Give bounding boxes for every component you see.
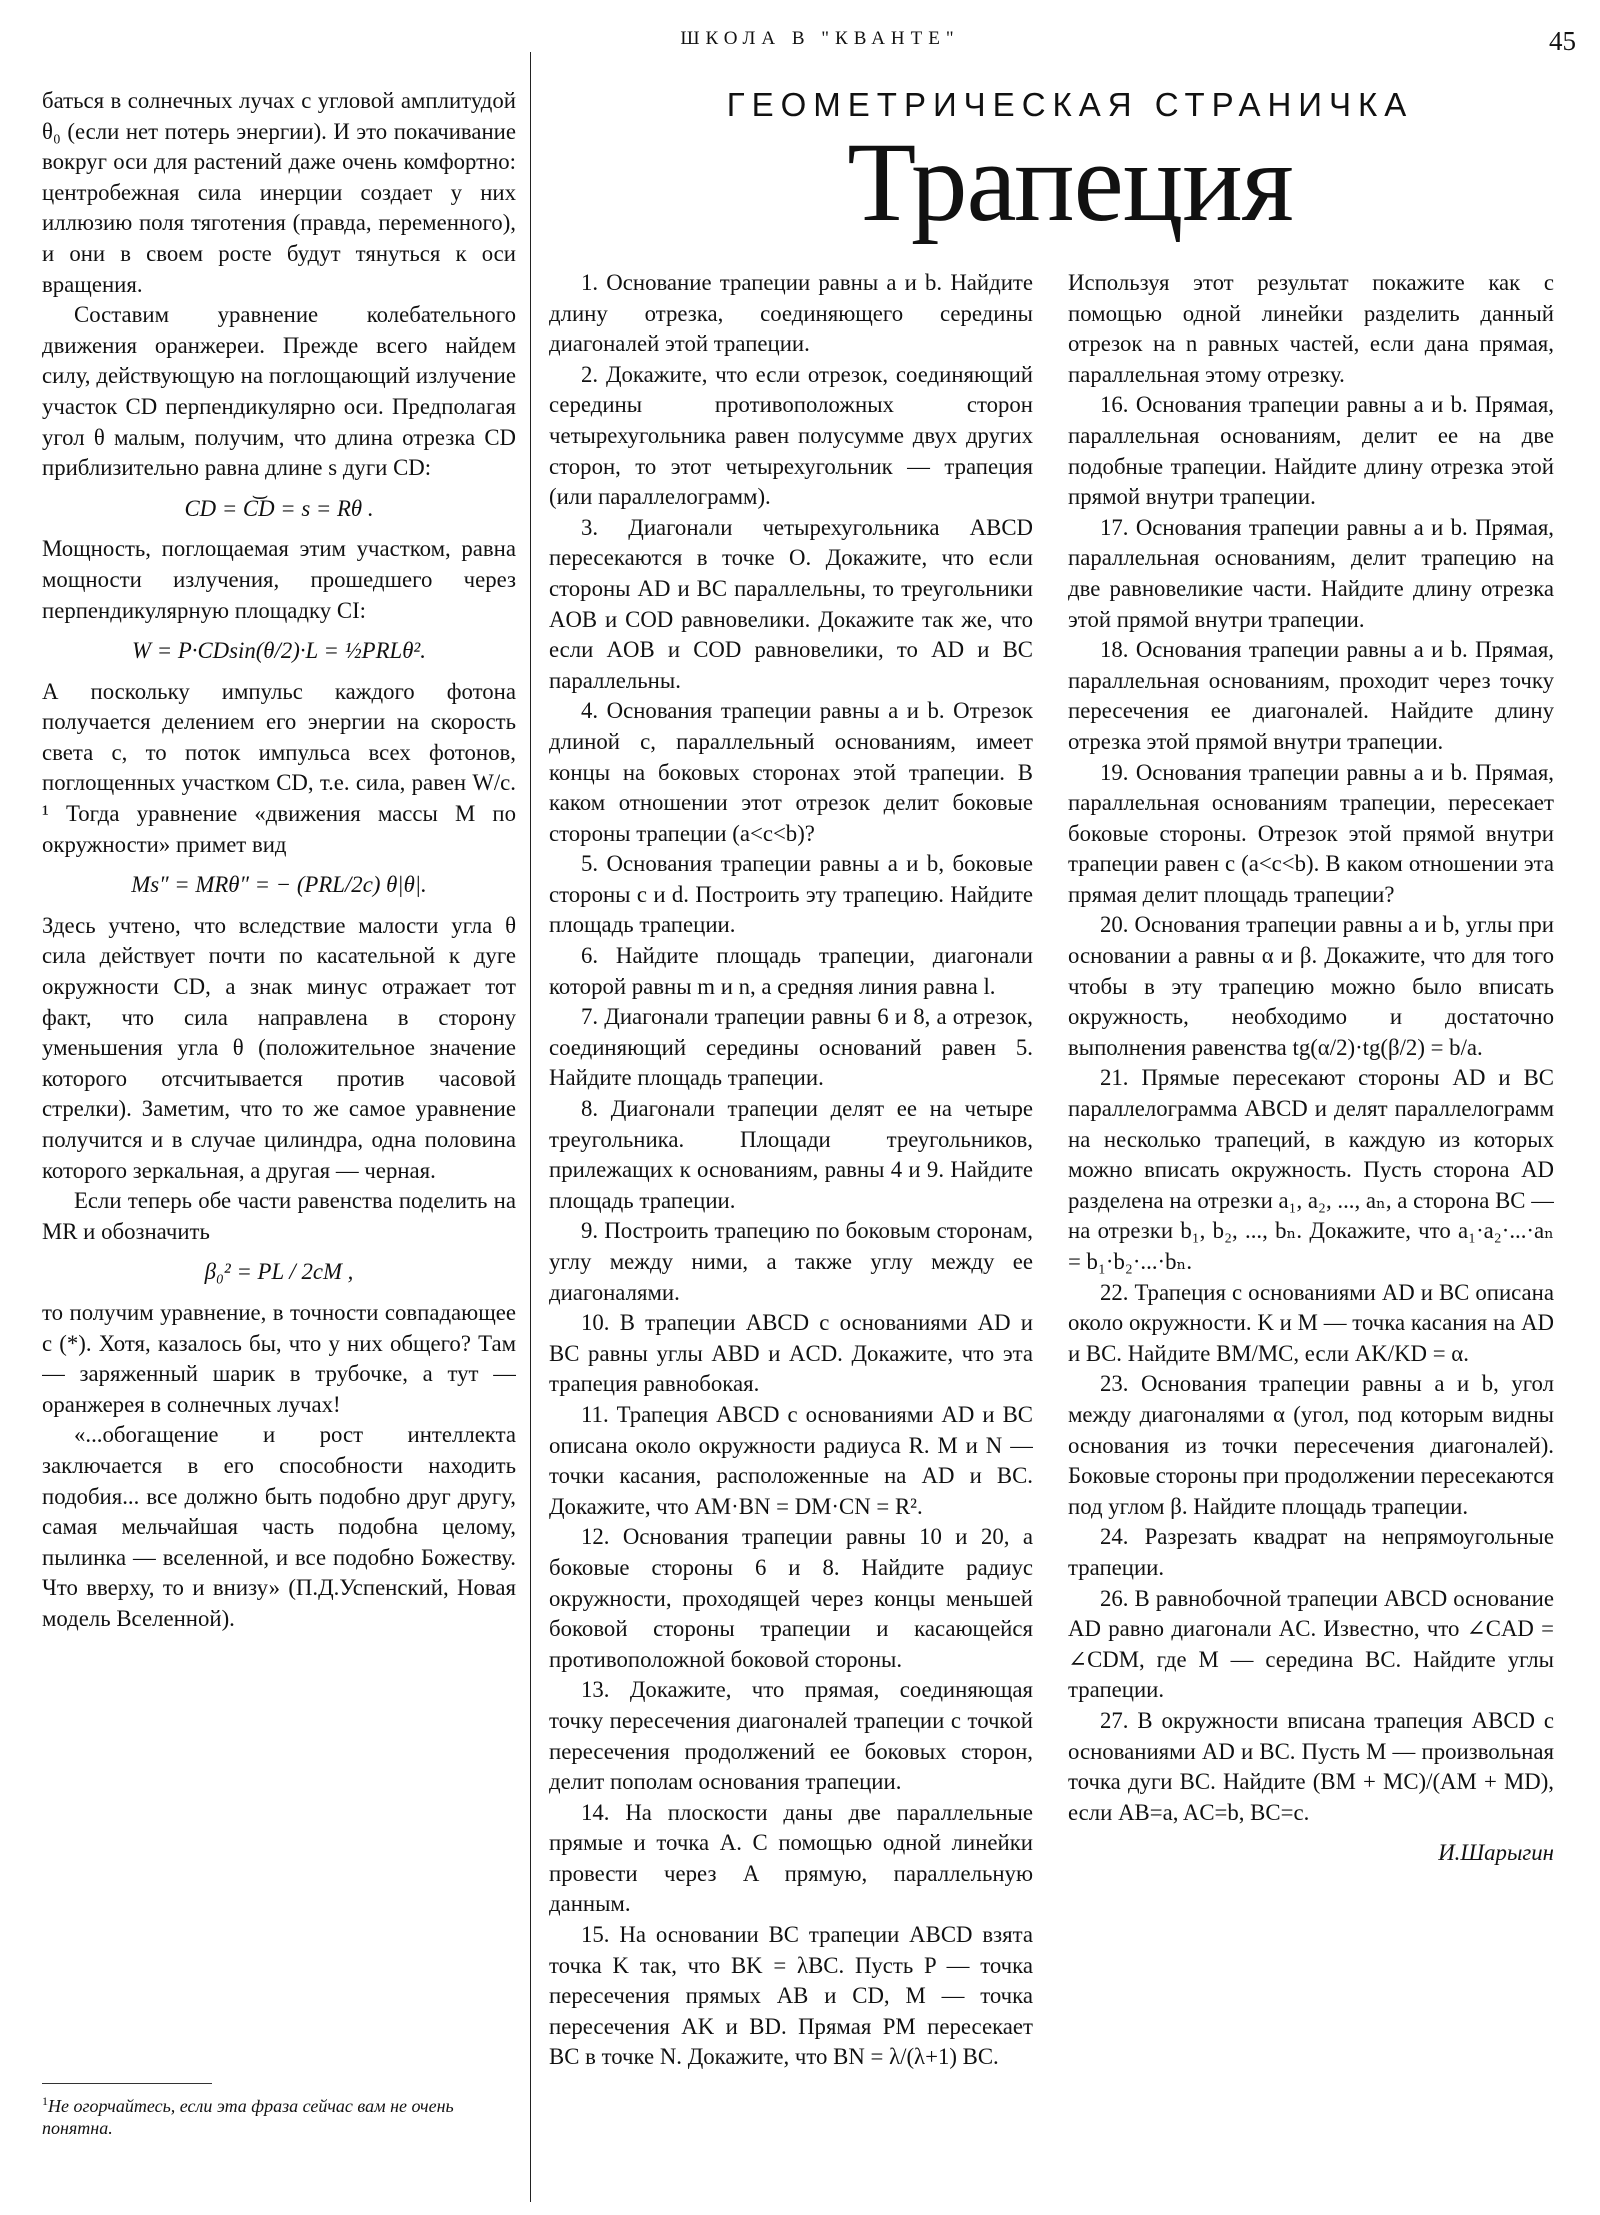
problem: 5. Основания трапеции равны a и b, боковые стороны c и d. Построить эту трапецию. Найдите площадь трапеции.	[549, 851, 1033, 938]
problem-continuation: Используя этот результат покажите как с помощью одной линейки разделить данный отрезок на n равных частей, если дана прямая, параллельная этому отрезку.	[1068, 270, 1554, 387]
problem: 9. Построить трапецию по боковым сторонам, углу между ними, а также углу между ее диагоналями.	[549, 1218, 1033, 1305]
quote-paragraph: «...обогащение и рост интеллекта заключается в его способности находить подобия... все должно быть подобно друг другу, самая мельчайшая часть подобна целому, пылинка — вселенной, и все подобно Божеству. Что вверху, то и внизу» (П.Д.Успенский, Новая модель Вселенной).	[42, 1422, 516, 1631]
paragraph: А поскольку импульс каждого фотона получается делением его энергии на скорость света c, то поток импульса всех фотонов, поглощенных участком CD, т.е. сила, равен W/c. ¹ Тогда уравнение «движения массы M по окружности» примет вид	[42, 678, 516, 857]
problem: 26. В равнобочной трапеции ABCD основание AD равно диагонали AC. Известно, что ∠CAD = ∠CDM, где M — середина BC. Найдите углы трапеции.	[1068, 1585, 1554, 1703]
paragraph: Здесь учтено, что вследствие малости угла θ сила действует почти по касательной к дуге окружности CD, а знак минус отражает тот факт, что сила направлена в сторону уменьшения угла θ (положительное значение которого отсчитывается против часовой стрелки). Заметим, что то же самое уравнение получится и в случае цилиндра, одна половина которого зеркальная, а другая — черная.	[42, 912, 516, 1183]
problem: 24. Разрезать квадрат на непрямоугольные трапеции.	[1068, 1524, 1554, 1580]
problem: 18. Основания трапеции равны a и b. Прямая, параллельная основаниям, проходит через точку пересечения ее диагоналей. Найдите длину отрезка этой прямой внутри трапеции.	[1068, 637, 1554, 754]
column-rule	[530, 52, 531, 2202]
paragraph: то получим уравнение, в точности совпадающее с (*). Хотя, казалось бы, что у них общего? Там — заряженный шарик в трубочке, а тут — оранжерея в солнечных лучах!	[42, 1299, 516, 1417]
problem: 6. Найдите площадь трапеции, диагонали которой равны m и n, а средняя линия равна l.	[549, 943, 1033, 999]
formula: Ms″ = MRθ″ = − (PRL/2c) θ|θ|.	[131, 872, 427, 898]
article-title: Трапеция	[847, 120, 1293, 245]
footnote	[42, 2090, 516, 2139]
problem: 22. Трапеция с основаниями AD и BC описана около окружности. K и M — точка касания на AD и BC. Найдите BM/MC, если AK/KD = α.	[1068, 1279, 1554, 1366]
running-head: ШКОЛА В "КВАНТЕ"	[680, 28, 960, 49]
problem: 12. Основания трапеции равны 10 и 20, а боковые стороны 6 и 8. Найдите радиус окружности, проходящей через концы меньшей боковой стороны трапеции и касающейся противоположной боковой стороны.	[549, 1524, 1033, 1672]
paragraph: баться в солнечных лучах с угловой амплитудой θ₀ (если нет потерь энергии). И это покачивание вокруг оси для растений даже очень комфортно: центробежная сила инерции создает у них иллюзию поля тяготения (правда, переменного), и они в своем росте будут тянуться к оси вращения.	[42, 88, 516, 297]
problem: 2. Докажите, что если отрезок, соединяющий середины противоположных сторон четырехугольника равен полусумме двух других сторон, то этот четырехугольник — трапеция (или параллелограмм).	[549, 361, 1033, 510]
problem: 19. Основания трапеции равны a и b. Прямая, параллельная основаниям трапеции, пересекает боковые стороны. Отрезок этой прямой внутри трапеции равен c (a<c<b). В каком отношении эта прямая делит площадь трапеции?	[1068, 759, 1554, 907]
column-right	[1068, 268, 1554, 2198]
problem: 20. Основания трапеции равны a и b, углы при основании a равны α и β. Докажите, что для того чтобы в эту трапецию можно было вписать окружность, необходимо и достаточно выполнения равенства tg(α/2)·tg(β/2) = b/a.	[1068, 912, 1554, 1060]
problem: 15. На основании BC трапеции ABCD взята точка K так, что BK = λBC. Пусть P — точка пересечения прямых AB и CD, M — точка пересечения AK и BD. Прямая PM пересекает BC в точке N. Докажите, что BN = λ/(λ+1) BC.	[549, 1922, 1033, 2070]
footnote-text: Не огорчайтесь, если эта фраза сейчас вам не очень понятна.	[42, 2096, 454, 2138]
problem: 10. В трапеции ABCD с основаниями AD и BC равны углы ABD и ACD. Докажите, что эта трапеция равнобокая.	[549, 1310, 1033, 1397]
problem: 27. В окружности вписана трапеция ABCD с основаниями AD и BC. Пусть M — произвольная точка дуги BC. Найдите (BM + MC)/(AM + MD), если AB=a, AC=b, BC=c.	[1068, 1707, 1554, 1825]
formula: W = P·CDsin(θ/2)·L = ½PRLθ².	[132, 638, 426, 664]
problem: 16. Основания трапеции равны a и b. Прямая, параллельная основаниям, делит ее на две подобные трапеции. Найдите длину отрезка этой прямой внутри трапеции.	[1068, 392, 1554, 510]
formula: β₀² = PL / 2cM ,	[204, 1259, 354, 1285]
formula: CD = C͝D = s = Rθ .	[184, 495, 374, 521]
section-label: ГЕОМЕТРИЧЕСКАЯ СТРАНИЧКА	[726, 86, 1414, 123]
problem: 3. Диагонали четырехугольника ABCD пересекаются в точке O. Докажите, что если стороны AD и BC параллельны, то треугольники AOB и COD равновелики. Докажите так же, что если AOB и COD равновелики, то AD и BC параллельны.	[549, 514, 1033, 693]
footnote-rule	[42, 2083, 212, 2084]
problem: 8. Диагонали трапеции делят ее на четыре треугольника. Площади треугольников, прилежащих к основаниям, равны 4 и 9. Найдите площадь трапеции.	[549, 1096, 1033, 1213]
problem: 4. Основания трапеции равны a и b. Отрезок длиной c, параллельный основаниям, имеет концы на боковых сторонах этой трапеции. В каком отношении этот отрезок делит боковые стороны трапеции (a<c<b)?	[549, 698, 1033, 846]
column-middle	[549, 268, 1033, 2198]
paragraph: Мощность, поглощаемая этим участком, равна мощности излучения, прошедшего через перпендикулярную площадку CI:	[42, 536, 516, 623]
page-number: 45	[1549, 26, 1576, 56]
column-left	[42, 86, 516, 2071]
author: И.Шарыгин	[1438, 1840, 1554, 1866]
problem: 13. Докажите, что прямая, соединяющая точку пересечения диагоналей трапеции с точкой пересечения продолжений ее боковых сторон, делит пополам основания трапеции.	[549, 1677, 1033, 1795]
problem: 23. Основания трапеции равны a и b, угол между диагоналями α (угол, под которым видны основания из точки пересечения диагоналей). Боковые стороны при продолжении пересекаются под углом β. Найдите площадь трапеции.	[1068, 1371, 1554, 1519]
problem: 17. Основания трапеции равны a и b. Прямая, параллельная основаниям, делит трапецию на две равновеликие части. Найдите длину отрезка этой прямой внутри трапеции.	[1068, 514, 1554, 632]
problem: 1. Основание трапеции равны a и b. Найдите длину отрезка, соединяющего середины диагоналей этой трапеции.	[549, 270, 1033, 357]
paragraph: Составим уравнение колебательного движения оранжереи. Прежде всего найдем силу, действующую на поглощающий излучение участок CD перпендикулярно оси. Предполагая угол θ малым, получим, что длина отрезка CD приблизительно равна длине s дуги CD:	[42, 302, 516, 481]
problem: 11. Трапеция ABCD с основаниями AD и BC описана около окружности радиуса R. M и N — точки касания, расположенные на AD и BC. Докажите, что AM·BN = DM·CN = R².	[549, 1401, 1033, 1519]
footnote-mark: 1	[42, 2094, 48, 2108]
problem: 21. Прямые пересекают стороны AD и BC параллелограмма ABCD и делят параллелограмм на несколько трапеций, в каждую из которых можно вписать окружность. Пусть сторона AD разделена на отрезки a₁, a₂, ..., aₙ, а сторона BC — на отрезки b₁, b₂, ..., bₙ. Докажите, что a₁·a₂·...·aₙ = b₁·b₂·...·bₙ.	[1068, 1065, 1554, 1274]
problem: 7. Диагонали трапеции равны 6 и 8, а отрезок, соединяющий середины оснований равен 5. Найдите площадь трапеции.	[549, 1004, 1033, 1091]
paragraph: Если теперь обе части равенства поделить на MR и обозначить	[42, 1188, 516, 1244]
problem: 14. На плоскости даны две параллельные прямые и точка A. С помощью одной линейки провести через A прямую, параллельную данным.	[549, 1799, 1033, 1917]
